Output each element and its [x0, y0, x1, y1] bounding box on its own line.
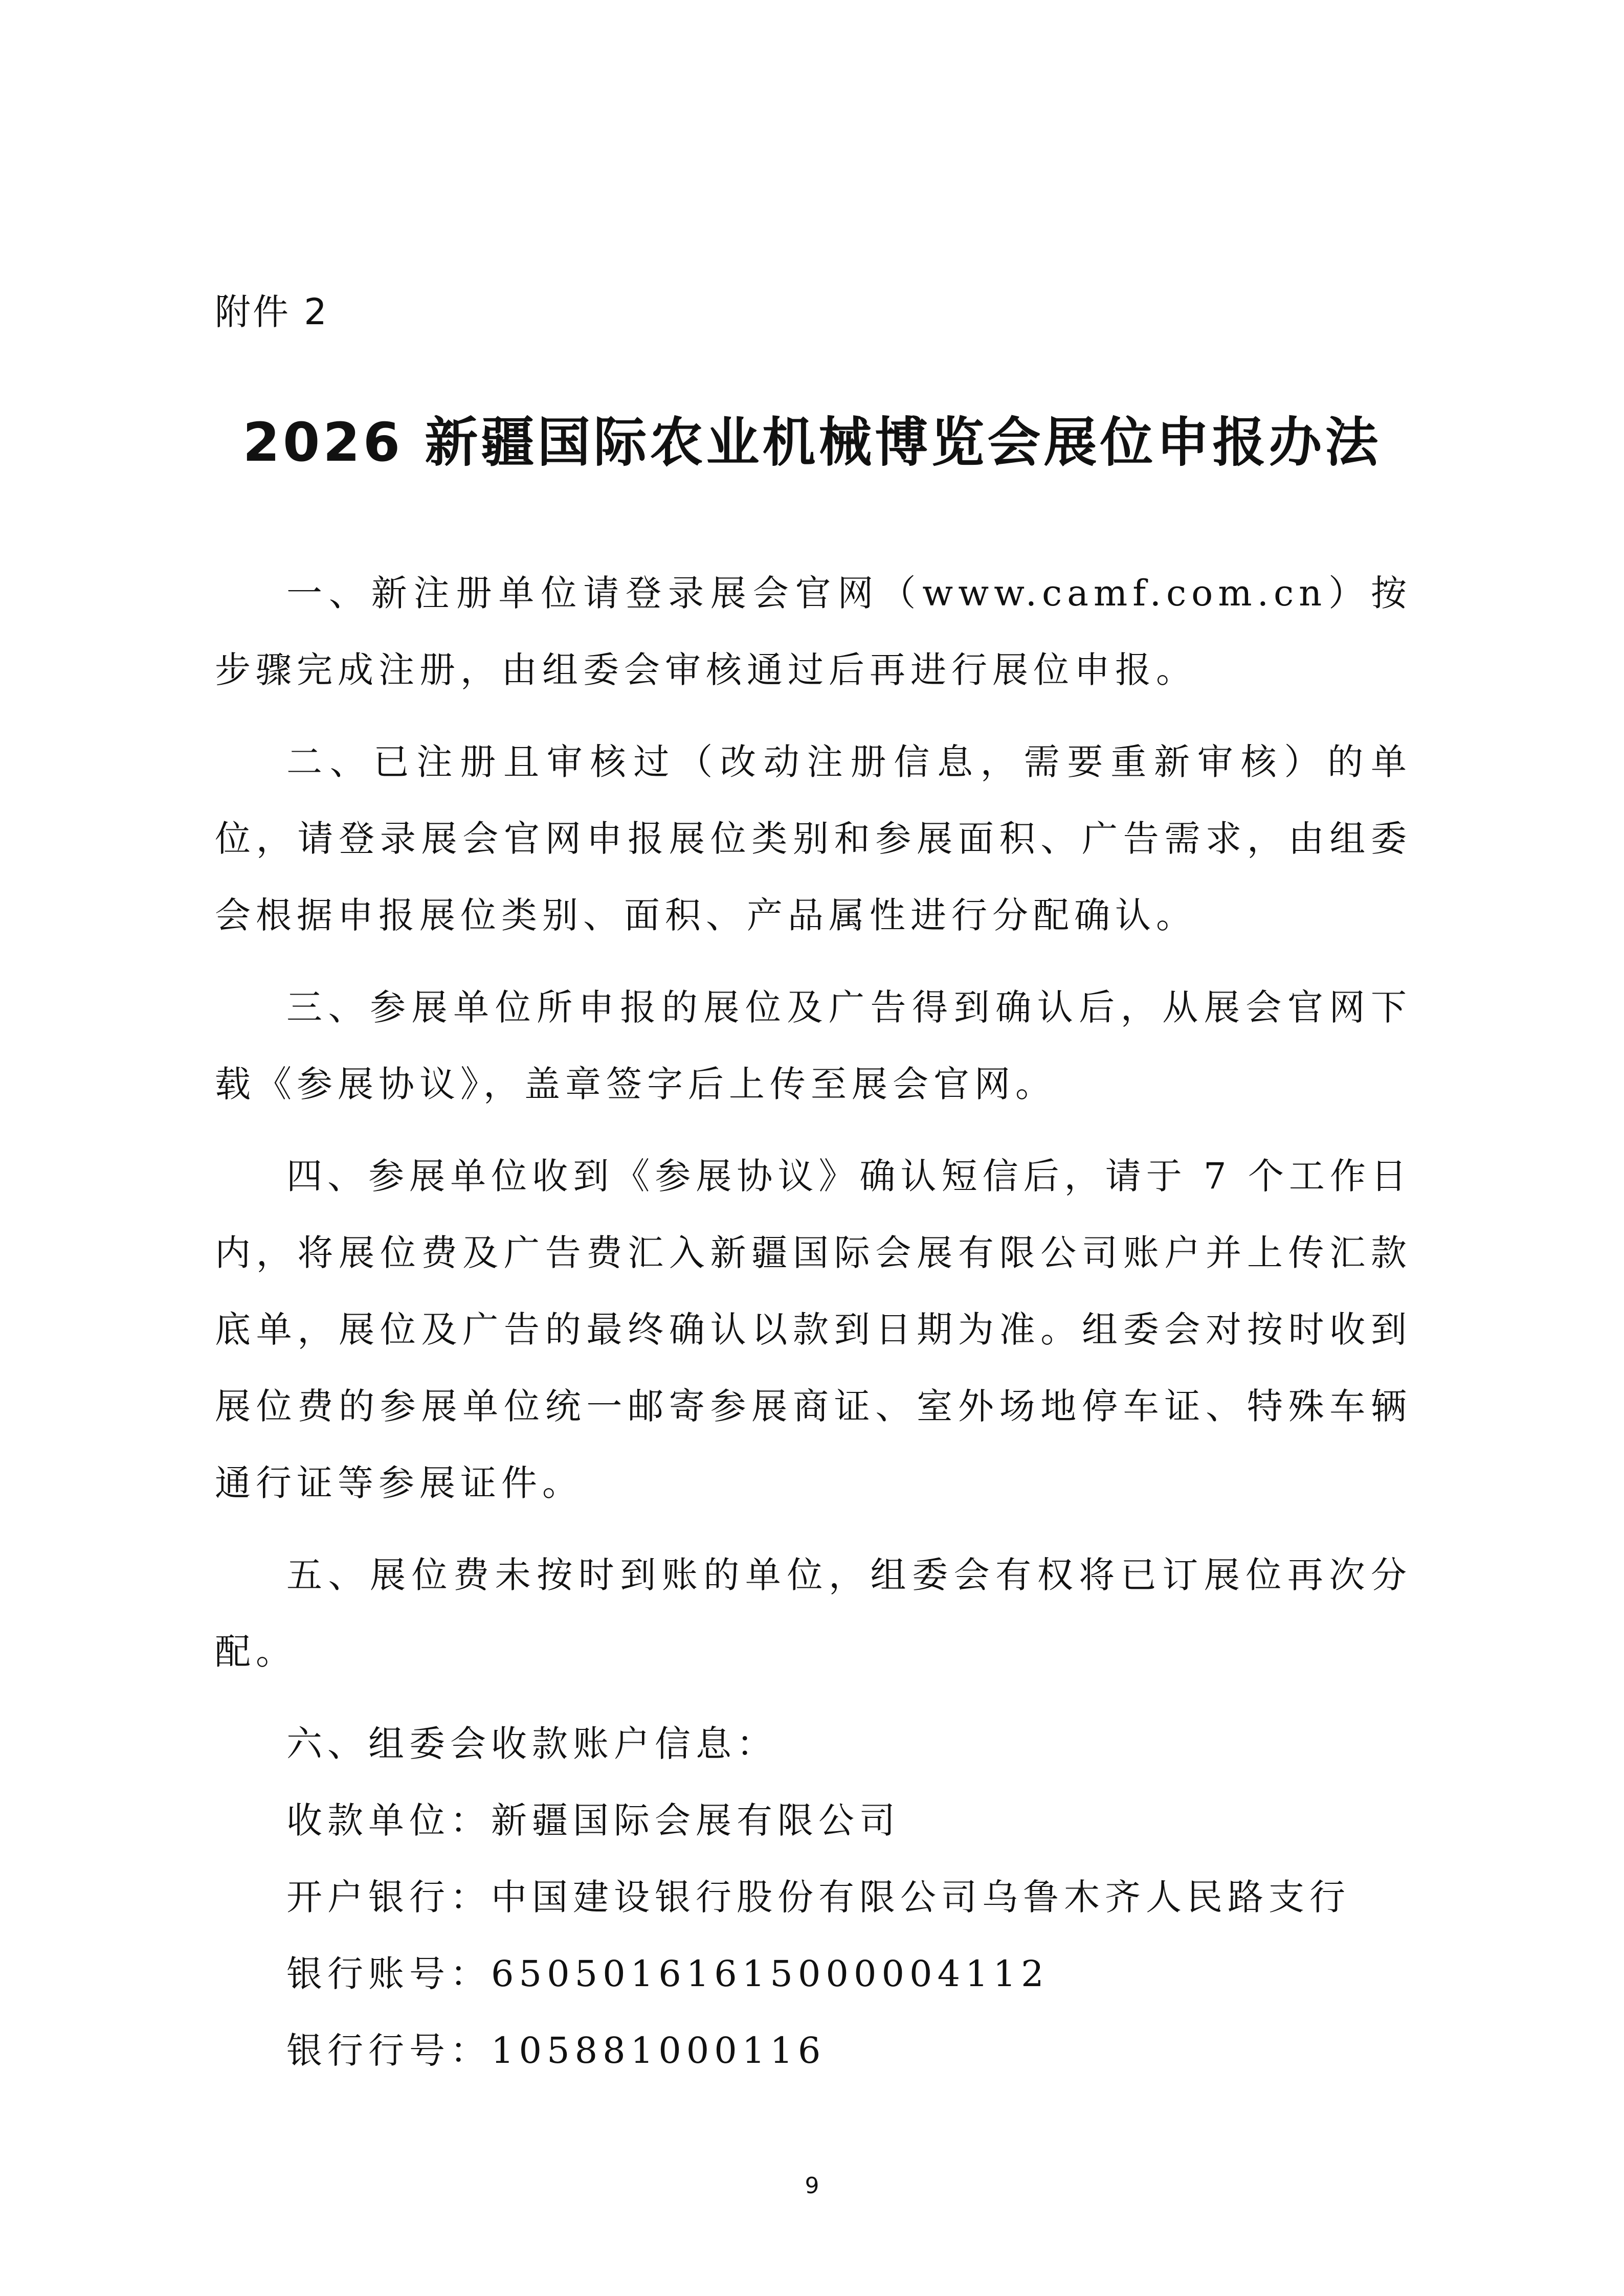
payee-label: 收款单位：	[286, 1799, 491, 1841]
bank-code-line	[215, 2012, 1412, 2089]
attachment-label: 附件 2	[215, 291, 329, 333]
document-title: 2026 新疆国际农业机械博览会展位申报办法	[242, 411, 1382, 474]
paragraph-3: 三、参展单位所申报的展位及广告得到确认后，从展会官网下载《参展协议》，盖章签字后上传至展会官网。	[215, 986, 1412, 1105]
document-body	[215, 555, 1412, 2089]
payee-line	[215, 1782, 1412, 1859]
payee-value: 新疆国际会展有限公司	[491, 1799, 900, 1841]
paragraph-2: 二、已注册且审核过（改动注册信息，需要重新审核）的单位，请登录展会官网申报展位类别和参展面积、广告需求，由组委会根据申报展位类别、面积、产品属性进行分配确认。	[215, 741, 1412, 936]
account-number-label: 银行账号：	[286, 1953, 491, 1995]
paragraph-5: 五、展位费未按时到账的单位，组委会有权将已订展位再次分配。	[215, 1554, 1412, 1673]
paragraph-1: 一、新注册单位请登录展会官网（www.camf.com.cn）按步骤完成注册，由组委会审核通过后再进行展位申报。	[215, 572, 1412, 691]
bank-value: 中国建设银行股份有限公司乌鲁木齐人民路支行	[491, 1876, 1350, 1918]
bank-code-value: 105881000116	[491, 2030, 826, 2072]
paragraph-4: 四、参展单位收到《参展协议》确认短信后，请于 7 个工作日内，将展位费及广告费汇入新疆国际会展有限公司账户并上传汇款底单，展位及广告的最终确认以款到日期为准。组委会对按时收到展位费的参展单位统一邮寄参展商证、室外场地停车证、特殊车辆通行证等参展证件。	[215, 1155, 1412, 1504]
account-number-line	[215, 1935, 1412, 2012]
page-number: 9	[805, 2173, 819, 2199]
bank-label: 开户银行：	[286, 1876, 491, 1918]
account-number-value: 65050161615000004112	[491, 1953, 1049, 1995]
bank-line	[215, 1859, 1412, 1935]
account-section	[215, 1705, 1412, 2089]
account-section-heading: 六、组委会收款账户信息：	[286, 1723, 777, 1765]
bank-code-label: 银行行号：	[286, 2030, 491, 2072]
